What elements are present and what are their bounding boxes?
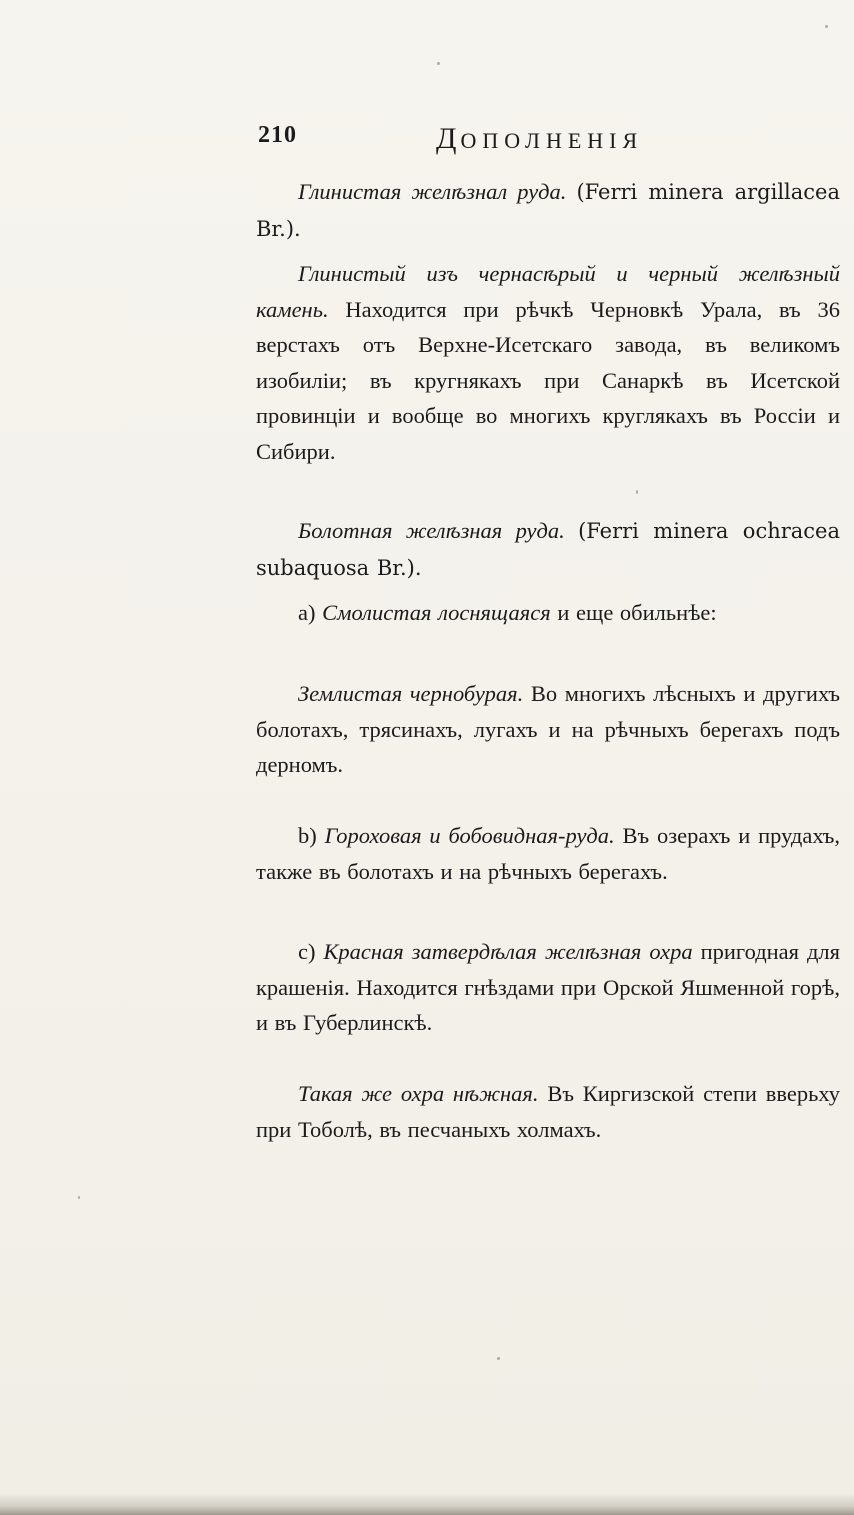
entry-text: Въ Киргизской степи вверьху при Тоболѣ, въ песчаныхъ холмахъ. xyxy=(256,1081,841,1142)
entry-title: Глинистая желѣзнал руда. xyxy=(298,179,567,204)
entry-title: Болотная желѣзная руда. xyxy=(298,518,565,543)
paragraph-pea-ore xyxy=(256,818,840,889)
entry-text: пригодная для крашенія. Находится гнѣздами при Орской Яшменной горѣ, и въ Губерлинскѣ. xyxy=(256,939,841,1035)
entry-title: Красная затвердѣлая желѣзная охра xyxy=(323,939,693,964)
entry-title: Гороховая и бобовидная-руда. xyxy=(324,823,615,848)
paragraph-red-ochre xyxy=(256,934,840,1041)
entry-text: Въ озерахъ и прудахъ, также въ болотахъ и на рѣчныхъ берегахъ. xyxy=(256,823,841,884)
entry-title: Такая же охра нѣжная. xyxy=(298,1081,539,1106)
entry-text: Во многихъ лѣсныхъ и другихъ болотахъ, трясинахъ, лугахъ и на рѣчныхъ берегахъ подъ дерномъ. xyxy=(256,681,840,777)
paper-speck xyxy=(497,1357,500,1360)
page-bottom-edge xyxy=(0,1493,854,1515)
paragraph-bog-iron-ore xyxy=(256,513,840,586)
entry-text: Находится при рѣчкѣ Черновкѣ Урала, въ 36 верстахъ отъ Верхне-Исетскаго завода, въ великомъ изобиліи; въ кругнякахъ при Санаркѣ въ Исетской провинціи и вообще во многихъ круглякахъ въ Россіи и Сибири. xyxy=(256,296,840,464)
paragraph-soft-ochre xyxy=(256,1076,840,1147)
running-title xyxy=(436,122,643,156)
page-header xyxy=(258,118,678,158)
entry-title: Глинистый изъ чернасѣрый и черный желѣзный камень. xyxy=(256,261,840,322)
entry-text: и еще обильнѣе: xyxy=(557,600,717,625)
paper-speck xyxy=(437,62,440,65)
latin-name: (Ferri minera argillacea Br.). xyxy=(256,180,840,241)
item-marker: a) xyxy=(298,600,316,625)
paragraph-clay-iron-ore xyxy=(256,174,840,247)
paragraph-clay-ironstone xyxy=(256,256,840,469)
paper-speck xyxy=(825,25,828,28)
latin-name: (Ferri minera ochracea subaquosa Br.). xyxy=(256,519,840,580)
item-marker: b) xyxy=(298,823,317,848)
running-title-rest: ОПОЛНЕНІЯ xyxy=(460,128,644,153)
paper-speck xyxy=(636,490,638,494)
paragraph-earthy-ore xyxy=(256,676,840,783)
entry-title: Смолистая лоснящаяся xyxy=(322,600,551,625)
item-marker: c) xyxy=(298,939,316,964)
paragraph-resinous-ore xyxy=(256,595,840,631)
page-number: 210 xyxy=(258,122,297,148)
entry-title: Землистая чернобурая. xyxy=(298,681,524,706)
paper-speck xyxy=(78,1196,80,1199)
running-title-capital: Д xyxy=(436,122,461,155)
